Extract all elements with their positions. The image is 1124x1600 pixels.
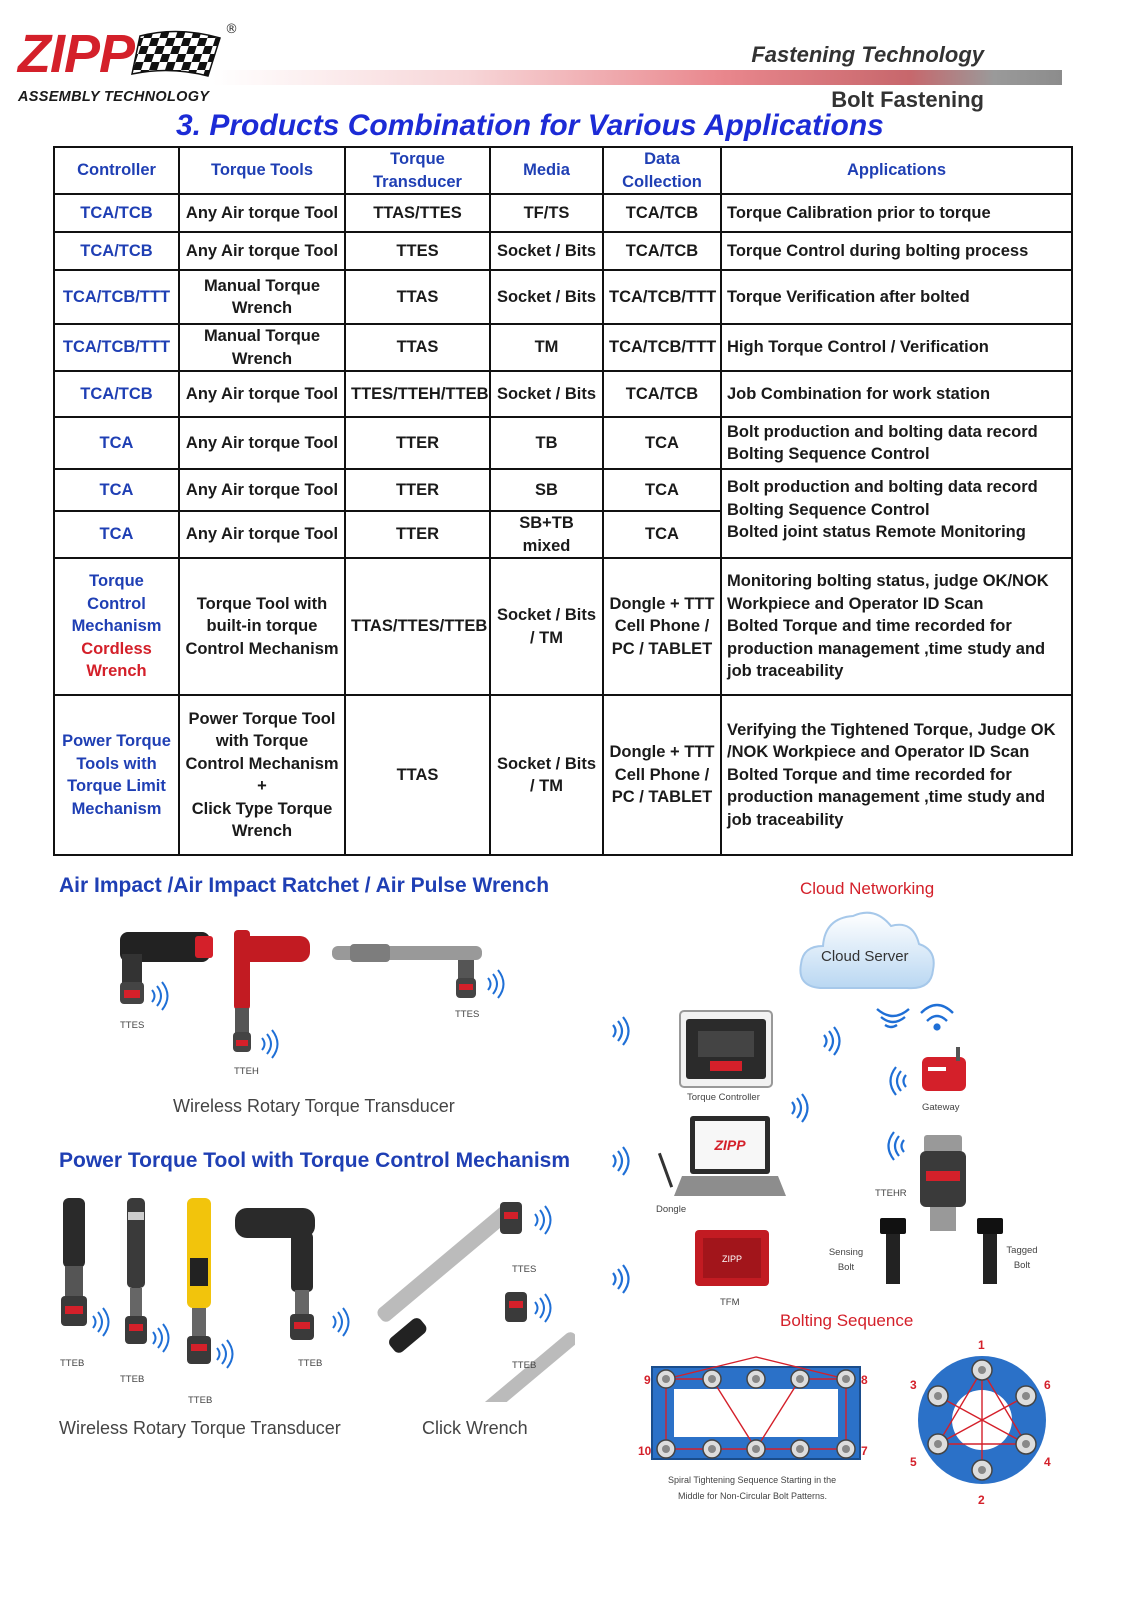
cell-tools: Any Air torque Tool: [179, 194, 345, 232]
svg-text:ZIPP: ZIPP: [714, 1137, 746, 1153]
wireless-signal-icon: [880, 1130, 910, 1164]
cell-data: TCA/TCB/TTT: [603, 270, 721, 324]
cloud-server-label: Cloud Server: [821, 948, 909, 965]
tagged-bolt-icon: [975, 1218, 1005, 1286]
table-row: [54, 695, 1072, 855]
col-header-torque-transducer: Torque Transducer: [345, 147, 490, 194]
wireless-signal-column: [605, 1015, 635, 1295]
tool-label: TTEB: [60, 1358, 85, 1369]
cell-media: Socket / Bits: [490, 232, 603, 270]
tools-line: Click Type Torque Wrench: [191, 799, 333, 840]
wireless-signal-icon: [613, 1017, 629, 1293]
cell-tools: Any Air torque Tool: [179, 417, 345, 469]
table-row: [54, 558, 1072, 695]
cell-controller: TCA: [54, 469, 179, 511]
cell-tools: Any Air torque Tool: [179, 469, 345, 511]
cell-controller: TCA: [54, 511, 179, 558]
cell-media: TF/TS: [490, 194, 603, 232]
device-label: Torque Controller: [687, 1092, 760, 1103]
cloud-signal-icons: [875, 995, 965, 1035]
col-header-controller: Controller: [54, 147, 179, 194]
cell-tools: [179, 695, 345, 855]
cell-transducer: TTAS/TTES/TTEB: [345, 558, 490, 695]
application-line: Monitoring bolting status, judge OK/NOK: [727, 572, 1049, 591]
cell-media: Socket / Bits: [490, 371, 603, 417]
cell-transducer: TTAS: [345, 695, 490, 855]
device-label: TTEHR: [875, 1188, 907, 1199]
cell-data: TCA/TCB: [603, 371, 721, 417]
category-label: Fastening Technology: [751, 42, 984, 67]
cell-transducer: TTER: [345, 417, 490, 469]
table-row: [54, 324, 1072, 371]
wireless-signal-icon: [786, 1092, 816, 1126]
cell-controller: TCA/TCB/TTT: [54, 270, 179, 324]
controller-line: Torque Control Mechanism: [71, 572, 162, 636]
cell-data: Dongle + TTT Cell Phone / PC / TABLET: [603, 695, 721, 855]
tool-label: TTES: [455, 1009, 480, 1020]
device-label: Gateway: [922, 1102, 960, 1113]
cell-data: TCA: [603, 417, 721, 469]
application-line: Bolt production and bolting data record: [727, 422, 1038, 441]
cell-controller: TCA/TCB: [54, 232, 179, 270]
col-header-applications: Applications: [721, 147, 1072, 194]
cell-tools: Any Air torque Tool: [179, 232, 345, 270]
device-label: Sensing Bolt: [828, 1247, 864, 1273]
table-row: [54, 371, 1072, 417]
application-line: Bolted Torque and time recorded for production management ,time study and job traceability: [727, 617, 1046, 681]
cell-tools: Any Air torque Tool: [179, 511, 345, 558]
cell-tools: Manual Torque Wrench: [179, 270, 345, 324]
bolt-number: 3: [910, 1378, 917, 1392]
wireless-signal-icon: [152, 970, 504, 1058]
tools-line: Power Torque Tool with Torque Control Mechanism: [185, 709, 339, 773]
laptop-icon: [658, 1112, 788, 1207]
bolt-number: 1: [978, 1338, 985, 1352]
col-header-media: Media: [490, 147, 603, 194]
bolting-sequence-heading: Bolting Sequence: [780, 1311, 914, 1330]
pistol-screwdriver-icon: [235, 1208, 315, 1340]
cell-data: TCA: [603, 469, 721, 511]
cell-application-merged: [721, 469, 1072, 558]
products-combination-table: [53, 146, 1073, 856]
cell-transducer: TTES: [345, 232, 490, 270]
tool-label: TTES: [120, 1020, 145, 1031]
cell-transducer: TTAS: [345, 270, 490, 324]
application-line: Bolted Torque and time recorded for production management ,time study and job traceability: [727, 765, 1046, 829]
cell-data: TCA/TCB: [603, 232, 721, 270]
cell-tools: Any Air torque Tool: [179, 371, 345, 417]
air-pulse-wrench-icon: [332, 944, 482, 998]
application-line: Verifying the Tightened Torque, Judge OK /NOK Workpiece and Operator ID Scan: [727, 720, 1056, 762]
cell-transducer: TTER: [345, 511, 490, 558]
cloud-networking-heading: Cloud Networking: [800, 879, 935, 898]
cell-application: High Torque Control / Verification: [721, 324, 1072, 371]
logo-subtitle: ASSEMBLY TECHNOLOGY: [18, 89, 210, 105]
cell-application: [721, 558, 1072, 695]
table-row: [54, 232, 1072, 270]
table-row: [54, 469, 1072, 511]
table-header-row: [54, 147, 1072, 194]
controller-line-red: Cordless Wrench: [81, 639, 152, 681]
cell-transducer: TTES/TTEH/TTEB: [345, 371, 490, 417]
wireless-signal-icon: [882, 1065, 912, 1099]
tool-label: TTEB: [120, 1374, 145, 1385]
bolt-number: 8: [861, 1373, 868, 1387]
bolting-caption-line: Middle for Non-Circular Bolt Patterns.: [678, 1491, 828, 1501]
bolt-number: 2: [978, 1493, 985, 1507]
cell-controller: TCA/TCB: [54, 194, 179, 232]
tool-label: TTES: [512, 1264, 537, 1275]
cell-data: TCA/TCB: [603, 194, 721, 232]
cell-data: TCA/TCB/TTT: [603, 324, 721, 371]
cell-transducer: TTAS/TTES: [345, 194, 490, 232]
ttehr-transducer-icon: [918, 1135, 968, 1235]
device-label: Tagged Bolt: [1006, 1245, 1038, 1271]
cell-transducer: TTAS: [345, 324, 490, 371]
cell-tools: Torque Tool with built-in torque Control Mechanism: [179, 558, 345, 695]
cell-controller: Power Torque Tools with Torque Limit Mechanism: [54, 695, 179, 855]
tools-line: +: [257, 777, 267, 795]
cell-media: Socket / Bits / TM: [490, 558, 603, 695]
device-label: TFM: [720, 1297, 740, 1308]
bolt-number: 5: [910, 1455, 917, 1469]
application-line: Bolt production and bolting data record: [727, 478, 1038, 496]
bolt-number: 9: [644, 1373, 651, 1387]
click-wrench-icon: [375, 1200, 575, 1402]
application-line: Bolting Sequence Control: [727, 500, 930, 519]
cell-data: Dongle + TTT Cell Phone / PC / TABLET: [603, 558, 721, 695]
registered-mark: ®: [225, 22, 238, 37]
subcategory-label: Bolt Fastening: [831, 87, 984, 112]
cell-application: Torque Verification after bolted: [721, 270, 1072, 324]
cell-media: TB: [490, 417, 603, 469]
gateway-icon: [920, 1045, 970, 1095]
bolt-number: 4: [1044, 1455, 1051, 1469]
cell-data: TCA: [603, 511, 721, 558]
table-row: [54, 417, 1072, 469]
air-tools-illustration: [100, 920, 530, 1080]
power-caption: Wireless Rotary Torque Transducer: [59, 1418, 341, 1438]
table-row: [54, 194, 1072, 232]
cell-application: [721, 695, 1072, 855]
air-impact-ratchet-icon: [233, 930, 310, 1052]
cell-media: Socket / Bits: [490, 270, 603, 324]
air-caption: Wireless Rotary Torque Transducer: [173, 1096, 455, 1116]
rectangular-bolt-pattern: [640, 1345, 870, 1465]
svg-text:ZIPP: ZIPP: [721, 1254, 743, 1264]
cell-application: Job Combination for work station: [721, 371, 1072, 417]
cell-media: TM: [490, 324, 603, 371]
logo-wordmark: ZIPP: [18, 24, 135, 84]
click-caption: Click Wrench: [422, 1418, 528, 1438]
cell-application: Torque Control during bolting process: [721, 232, 1072, 270]
tfm-device-icon: [693, 1228, 771, 1290]
cell-controller: [54, 558, 179, 695]
pistol-nutrunner-icon: [61, 1198, 87, 1326]
bolt-number: 6: [1044, 1378, 1051, 1392]
cell-tools: Manual Torque Wrench: [179, 324, 345, 371]
cell-media: Socket / Bits / TM: [490, 695, 603, 855]
power-tools-illustration: [55, 1192, 575, 1402]
bolting-caption-line: Spiral Tightening Sequence Starting in the: [668, 1475, 837, 1485]
cell-controller: TCA/TCB/TTT: [54, 324, 179, 371]
page-title: 3. Products Combination for Various Applications: [176, 109, 884, 142]
sensing-bolt-icon: [878, 1218, 908, 1286]
table-row: [54, 270, 1072, 324]
cell-media: SB: [490, 469, 603, 511]
cell-controller: TCA/TCB: [54, 371, 179, 417]
cell-media: SB+TB mixed: [490, 511, 603, 558]
tool-label: TTEH: [234, 1066, 259, 1077]
cell-controller: TCA: [54, 417, 179, 469]
tool-label: TTEB: [188, 1395, 213, 1406]
tool-label: TTEB: [512, 1360, 537, 1371]
power-torque-heading: Power Torque Tool with Torque Control Mechanism: [59, 1149, 571, 1172]
bolt-number: 7: [861, 1444, 868, 1458]
circular-bolt-pattern: [912, 1350, 1052, 1490]
header-gradient-band: [212, 70, 1062, 85]
application-line: Bolting Sequence Control: [727, 445, 930, 463]
device-label: Dongle: [656, 1204, 687, 1215]
application-line: Bolted joint status Remote Monitoring: [727, 523, 1026, 541]
tool-label: TTEB: [298, 1358, 323, 1369]
wireless-signal-icon: [818, 1025, 848, 1059]
application-line: Workpiece and Operator ID Scan: [727, 594, 984, 613]
straight-screwdriver-icon: [125, 1198, 147, 1344]
cell-transducer: TTER: [345, 469, 490, 511]
cell-application: [721, 417, 1072, 469]
bolt-number: 10: [638, 1444, 652, 1458]
torque-controller-icon: [676, 1005, 776, 1095]
col-header-data-collection: Data Collection: [603, 147, 721, 194]
cell-application: Torque Calibration prior to torque: [721, 194, 1072, 232]
air-impact-heading: Air Impact /Air Impact Ratchet / Air Pulse Wrench: [59, 874, 550, 897]
yellow-screwdriver-icon: [187, 1198, 211, 1364]
col-header-torque-tools: Torque Tools: [179, 147, 345, 194]
